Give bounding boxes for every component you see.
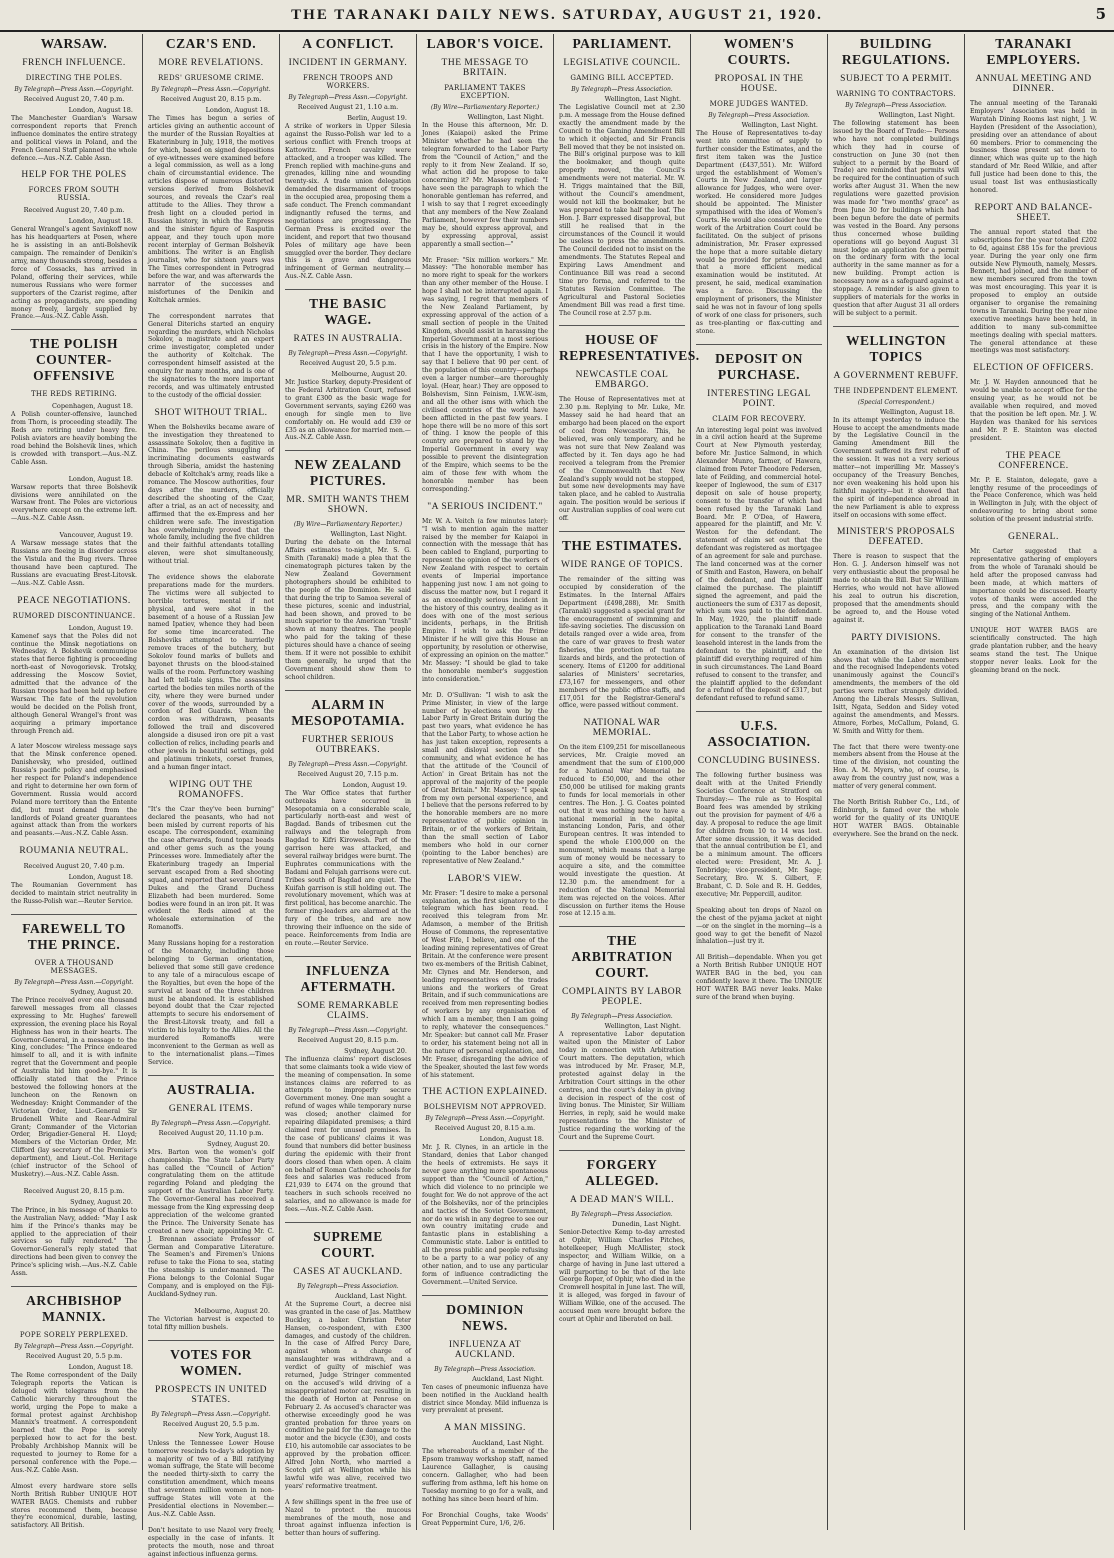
- article-dateline: Wellington, Last Night.: [741, 121, 818, 129]
- article: [11, 1286, 137, 1475]
- article: [833, 633, 959, 736]
- article-subhead: HELP FOR THE POLES: [21, 170, 127, 181]
- article-body: The influenza claims' report discloses that some claimants took a wide view of the meaning of compensation. In some instances claims are referred to as attempts to improperly secure Government money. One man sought a refund of wages while temporary nurse was closed; another claimed for repairing dilapidated premises; a third claimed rent for unused premises. In the case of publicans' claims it was found that numbers did better business during the epidemic with their front doors closed than when open. A claim on behalf of Roman Catholic schools for fees and salaries was reduced from £21,939 to £474 on the ground that teachers in such schools received no salaries, and no allowance is made for fees.—Aus.-N.Z. Cable Assn.: [285, 1055, 411, 1214]
- article: [148, 36, 274, 305]
- newspaper-column-2: [143, 34, 280, 1558]
- article-headline: THE BASIC WAGE.: [309, 296, 387, 328]
- article: [422, 1087, 548, 1286]
- article-body: The Times has begun a series of articles giving an authentic account of the murder of the Russian Royalties at Ekaterinburg in July, 1918, the motives for which, based on signed depositions of eye-witnesses were examined before a legal commission, as well as a long chain of circumstantial evidence. The articles dispose of numerous distorted versions derived from Bolshevik sources, and reveals the Czar's real attitude to the Allies. They throw a fresh light on a clouded period in Russian history, in which the Empress and the sinister figure of Rasputin appear, and they touch upon more recent interplay of German Bolshevik ambitions. The writer is an English journalist, who for sixteen years was The Times correspondent in Petrograd before the war, and was afterwards the narrator of the successes and misfortunes of the Denikin and Koltchak armies.: [148, 115, 274, 304]
- article: [422, 874, 548, 1080]
- article-subhead: THE MESSAGE TO BRITAIN.: [441, 58, 529, 78]
- article-deck: GAMING BILL ACCEPTED.: [570, 74, 674, 82]
- article: [833, 744, 959, 791]
- article-received: Received August 20, 7.15 p.m.: [297, 769, 399, 778]
- article-body: The War Office states that further outbreaks have occurred in Mesopotamia on a considerable scale, particularly north-east and west of Bagdad. Bands of tribesmen cut the railways and the telegraph from Bagdad to Kifri Kirowesh. Part of the garrison here was attacked, and several railway bridges were burnt. The Euphrates communications with the Badami and Felujah garrisons were cut. Tribes south of Bagdad are quiet. The Kuifah garrison is still holding out. The revolutionary movement, which was at first political, has become anarchic. The former ring-leaders are alarmed at the fury of the tribes, and are now throwing their influence on the side of peace. Reinforcements from India are en route.—Reuter Service.: [285, 789, 411, 947]
- article-subhead: GENERAL ITEMS.: [168, 1103, 254, 1114]
- article-subhead: MORE REVELATIONS.: [158, 58, 264, 68]
- article-byline: By Telegraph—Press Association.: [571, 86, 673, 93]
- article: [970, 363, 1097, 442]
- article-subhead: WIPING OUT THE ROMANOFFS.: [169, 779, 253, 800]
- article-body: There is reason to suspect that the Hon. G. J. Anderson himself was not very enthusiastic about the proposal he made to obtain the Bill. But Sir William Herries, who would not have allowed his zeal to outrun his discretion, proposed that the amendments should be agreed to, and the House voted against it.: [833, 553, 959, 624]
- article-body: Mr. D. O'Sullivan: "I wish to ask the Prime Minister, in view of the large number of by-elections won by the Labor Party in Great Britain during the past two years, what evidence he has that the Labor Party, to whose action he has just taken exception, represents a small and disloyal section of the community, and what evidence he has that the attitude of the 'Council of Action' in Great Britain has not the approval of the majority of the people of Great Britain." Mr. Massey: "I speak from my own personal experience, and I believe that the persons referred to by the honorable members are no more representative of public opinion in Britain, or of the workers of Britain, than the small section of Labor members who hold in our corner (pointing to the Labor benches) are representative of New Zealand.": [422, 691, 548, 865]
- article-received: Received August 20, 7.40 p.m.: [23, 95, 125, 103]
- article: [285, 36, 411, 281]
- section-rule: [559, 1150, 685, 1151]
- article-byline: By Telegraph—Press Assn.—Copyright.: [14, 1343, 134, 1350]
- article-body: The Prince, in his message of thanks to the Australian Navy, added: "May I ask him if the Prince's thanks may be applied to the appreciation of their services so fully rendered." The Governor-General's reply stated that directions had been given to convey the Prince's splicing wish.—Aus.-N.Z. Cable Assn.: [11, 1206, 137, 1278]
- article-subhead: THE ACTION EXPLAINED.: [422, 1087, 548, 1098]
- article-body: The Manchester Guardian's Warsaw correspondent reports that French influence dominates the entire strategy and political views in Poland, and the French General Staff planned the whole defence.—Aus.-N.Z. Cable Assn.: [11, 115, 137, 162]
- article-headline: WELLINGTON TOPICS: [845, 332, 947, 364]
- article-body: The following statement has been issued by the Board of Trade:— Persons who have not completed buildings which they had in course of construction on June 30 (not then subject to a permit by the Board of Trade) are reminded that permits will be required for the continuation of such works after August 31. When the new regulations were gazetted provision was made for "two months' grace" as from June 30 for buildings which had been begun before the date of permits was vested in the Board. Any persons thus concerned whose building operations will go beyond August 31 must lodge an application for a permit on the ordinary form with the local authority in the same manner as for a new building. Prompt action is necessary now as a safeguard against a stoppage. A reminder is also given to suppliers of materials for the works in question that after August 31 all orders will be subject to a permit.: [833, 120, 959, 317]
- article-deck: BOLSHEVISM NOT APPROVED.: [423, 1103, 547, 1112]
- article-dateline: Dunedin, Last Night.: [612, 1220, 681, 1228]
- article-body: A Polish counter-offensive, launched from Thorn, is proceeding steadily. The Reds are retiring under heavy fire. Polish aviators are heavily bombing the road behind the Bolshevik lines, which is crowded with transport.—Aus.-N.Z. Cable Assn.: [11, 411, 137, 466]
- article-subhead: PARTY DIVISIONS.: [851, 632, 941, 643]
- article-body: The correspondent narrates that General Diterichs started an enquiry regarding the murders, which Nicholas Sokolov, a magistrate and an expert crime investigator, completed under the authority of Koltchak. The correspondent himself assisted at the enquiry for many months, and is one of the signatories to the more important records, and was ultimately entrusted to the custody of the official dossier.: [148, 312, 274, 399]
- article-headline: WOMEN'S COURTS.: [723, 36, 795, 67]
- newspaper-column-4: [417, 34, 554, 1530]
- article-body: An interesting legal point was involved in a civil action heard at the Supreme Court at New Plymouth yesterday, before Mr. Justice Salmond, in which Alexander Munro, farmer, of Hawera, claimed from Peter Theodore Pedersen, late of Feilding, and commercial hotel-keeper of Inglewood, the sum of £317 deposit on sale of house property, consent to the transfer of which had been refused by the Taranaki Land Board. Mr. P. O'Dea, of Hawera, appeared for the plaintiff, and Mr. V. Weston for the defendant. The statement of claim set out that the defendant was registered as mortgagee of an agreement for sale and purchase. The land concerned was at the corner of Smith and Easton, Hawera, on behalf of the defendant, and the plaintiff claimed the purchase. The plaintiff signed the agreement, and paid the auctioneers the sum of £317 as deposit, which sum was paid to the defendant. In May, 1920, the plaintiff made application to the Taranaki Land Board for consent to the transfer of the leasehold interest in the lands from the defendant to the plaintiff, and the plaintiff did everything required of him in such circumstances. The Land Board refused to consent to the transfer, and the plaintiff applied to the defendant for a refund of the deposit of £317, but defendant refused to refund same.: [696, 426, 822, 703]
- section-rule: [696, 711, 822, 712]
- article: [422, 1512, 548, 1528]
- article: [148, 1075, 274, 1299]
- article-body: Mr. Carter suggested that a representative gathering of employers from the whole of Taranaki should be held after the proposed canvass had been made, at which matters of importance could be discussed. Hearty votes of thanks were accorded the press, and the company with the singing of the National Anthem.: [970, 548, 1097, 619]
- article-received: Received August 21, 1.10 a.m.: [297, 103, 399, 111]
- article: [970, 451, 1097, 524]
- article-byline: By Telegraph—Press Association.: [571, 1211, 673, 1218]
- article-body: General Wrangel's agent Savinkoff now has his headquarters at Posen, where he is assisting in an anti-Bolshevik campaign. The remainder of Denikin's army, many thousands strong, besides a force of Cossacks, has arrived in Poland, offering their services, while numerous Russians who were former supporters of the Czarist regime, after acting as propagandists, are spending money freely, largely supplied by France.—Aus.-N.Z. Cable Assn.: [11, 226, 137, 321]
- section-rule: [285, 289, 411, 290]
- article-received: Received August 20, 11.10 p.m.: [158, 1128, 264, 1137]
- article-deck: MORE JUDGES WANTED.: [709, 100, 809, 108]
- article: [559, 1150, 685, 1324]
- article-dateline: Sydney, August 20.: [70, 1197, 133, 1206]
- section-rule: [285, 956, 411, 957]
- article-body: Warsaw reports that three Bolshevik divisions were annihilated on the Warsaw front. The Poles are victorious everywhere except on the extreme left.—Aus.-N.Z. Cable Assn.: [11, 483, 137, 523]
- article: [148, 1340, 274, 1519]
- article-headline: THE POLISH COUNTER-OFFENSIVE: [30, 336, 118, 384]
- article-dateline: London, August 18.: [68, 106, 133, 114]
- article-deck: THE REDS RETIRING.: [30, 390, 118, 399]
- article-subhead: FURTHER SERIOUS OUTBREAKS.: [301, 734, 395, 755]
- column-grid: [6, 34, 1108, 1558]
- article-deck: FRENCH TROOPS AND WORKERS.: [302, 74, 394, 90]
- article-byline: By Telegraph—Press Assn.—Copyright.: [151, 86, 271, 93]
- article-body: Mr. Fraser: "Six million workers." Mr. Massey: "The honorable member has no more right to speak for the workers than any other member of the House. I hope I shall not be interrupted again. I was saying, I regret that members of the New Zealand Parliament, by expressing approval of the action of a small section of people in the United Kingdom, should assist in harassing the Imperial Government at a most serious crisis in the history of the Empire. Now that I have the opportunity, I wish to say that I believe that 90 per cent. of the population of this country—perhaps even a larger number—are thoroughly loyal. (Hear, hear.) They are opposed to Bolshevism, Sinn Feinism, I.W.W.-ism, and all the other isms with which the civilised countries of the world have been afflicted in the past few years. I hope there will be no more of this sort of thing. I know the people of this country are prepared to stand by the Imperial Government in every way possible to prevent the disintegration of the Empire, which seems to be the aim of those few with whom the honorable member has been corresponding.": [422, 256, 548, 493]
- article-dateline: Wellington, Last Night.: [604, 95, 681, 103]
- masthead: [0, 0, 1114, 32]
- article-subhead: INTERESTING LEGAL POINT.: [707, 388, 811, 409]
- article-body: Mr. P. E. Stainton, delegate, gave a lengthy resume of the proceedings of the Peace Conference, which was held in Wellington in July, with the object of endeavouring to bring about some solution of the present industrial strife.: [970, 476, 1097, 524]
- article-dateline: London, August 19.: [342, 780, 407, 789]
- article-body: The Legislative Council met at 2.30 p.m. A message from the House defined exactly the amendment made by the Council to the Gaming Amendment Bill to which it objected, and Sir Francis Bell moved that they be not insisted on. The Bill's original purpose was to kill the bookmaker, and though quite properly moved, the Council's amendments were not material. Mr. W. H. Triggs maintained that the Bill, without the Council's amendment, would not kill the bookmaker, but he was prepared to take half the loaf. The Hon. J. Barr expressed disapproval, but still he realised that in the circumstances of the Council it would be useless to press the amendments. The Council decided not to insist on the amendments. The Statutes Repeal and Expiring Laws Amendment and Continuance Bill was read a second time pro forma, and referred to the Statutes Revision Committee. The Agricultural and Pastoral Societies Amendment Bill was read a first time. The Council rose at 2.57 p.m.: [559, 104, 685, 317]
- section-rule: [148, 1340, 274, 1341]
- article-subhead: INFLUENZA AT AUCKLAND.: [448, 1339, 522, 1360]
- article-headline: AUSTRALIA.: [167, 1081, 255, 1097]
- article-byline: By Telegraph—Press Assn.—Copyright.: [151, 1410, 271, 1418]
- article-dateline: London, August 18.: [68, 873, 133, 882]
- article-body: Don't hesitate to use Nazol very freely, especially in the case of infants. It protects the mouth, nose and throat against infectious influenza germs.: [148, 1526, 274, 1558]
- article-subhead: LEGISLATIVE COUNCIL.: [563, 58, 681, 68]
- article-dateline: Wellington, Last Night.: [878, 111, 955, 119]
- article: [148, 780, 274, 933]
- article-headline: FORGERY ALLEGED.: [585, 1157, 659, 1188]
- article-dateline: Wellington, Last Night.: [467, 113, 544, 121]
- article-headline: THE ESTIMATES.: [561, 537, 683, 553]
- article-body: A Warsaw message states that the Russians are fleeing in disorder across the Vistula and the Bug rivers. Three thousand have been captured. The Russians are evacuating Brest-Litovsk.—Aus.-N.Z. Cable Assn.: [11, 540, 137, 587]
- article: [11, 170, 137, 321]
- article-dateline: London, August 18.: [479, 1135, 544, 1144]
- section-rule: [559, 531, 685, 532]
- article: [559, 718, 685, 918]
- article-subhead: ANNUAL MEETING AND DINNER.: [975, 74, 1092, 94]
- article-received: Received August 20, 5.5 p.m.: [162, 1419, 260, 1428]
- article: [148, 408, 274, 566]
- article-deck: CLAIM FOR RECOVERY.: [712, 414, 806, 423]
- article-received: Received August 20, 7.40 p.m.: [23, 862, 125, 871]
- article-subhead: SOME REMARKABLE CLAIMS.: [297, 1000, 399, 1021]
- article: [148, 940, 274, 1067]
- article: [970, 203, 1097, 356]
- article-byline: By Telegraph—Press Assn.—Copyright.: [14, 86, 134, 93]
- article-byline: By Telegraph—Press Association.: [571, 1013, 673, 1021]
- article: [11, 596, 137, 736]
- article-headline: CZAR'S END.: [165, 36, 257, 51]
- article: [285, 450, 411, 681]
- article-dateline: Sydney, August 20.: [70, 988, 133, 996]
- masthead-title: THE TARANAKI DAILY NEWS. SATURDAY, AUGUST 21, 1920.: [291, 6, 823, 23]
- article-dateline: London, August 19.: [68, 623, 133, 632]
- article-body: The whereabouts of a member of the Epsom tramway workshop staff, named Laurence Gallagher, is causing concern. Gallagher, who had been suffering from asthma, left his home on Tuesday morning to go for a walk, and nothing has since been heard of him.: [422, 1448, 548, 1503]
- article-subhead: MR. SMITH WANTS THEM SHOWN.: [286, 495, 410, 516]
- article-subhead: PEACE NEGOTIATIONS.: [17, 595, 131, 606]
- article-body: Many Russians hoping for a restoration of the Monarchy, including those belonging to German orientation, believed that some still gave credence to any tale of a miraculous escape of the Royalties, but even the hope of the survival at least of the three children must be abandoned. It is established beyond doubt that the Czar rejected attempts to secure his endorsement of the Brest-Litovsk treaty, and fell a victim to his loyalty to the Allies. All the murdered Romanoffs were inconvenient to the German as well as to the internationalist plans.—Times Service.: [148, 940, 274, 1066]
- article-body: UNIQUE HOT WATER BAGS are scientifically constructed. The high grade plantation rubber, and the heavy seams stand the test. The Unique stopper never leaks. Look for the gleaming brand on the neck.: [970, 627, 1097, 674]
- article: [11, 531, 137, 587]
- article: [148, 313, 274, 400]
- article-received: Received August 20, 8.15 p.m.: [160, 95, 262, 103]
- article-dateline: Auckland, Last Night.: [472, 1439, 544, 1448]
- article: [696, 711, 822, 899]
- section-rule: [559, 325, 685, 326]
- article-subhead: PROSPECTS IN UNITED STATES.: [155, 1384, 267, 1405]
- article-subhead: COMPLAINTS BY LABOR PEOPLE.: [562, 987, 682, 1008]
- article-headline: FAREWELL TO THE PRINCE.: [22, 921, 126, 952]
- article-deck: WARNING TO CONTRACTORS.: [836, 90, 956, 98]
- newspaper-column-1: [6, 34, 143, 1530]
- article: [422, 1295, 548, 1416]
- article-headline: A CONFLICT.: [302, 36, 394, 51]
- article-byline: (By Wire—Parliamentary Reporter.): [430, 104, 540, 111]
- article-body: The annual report stated that the subscriptions for the year totalled £202 to 6d, against £88 15s for the previous year. During the year only one firm outside New Plymouth, namely, Messrs. Bennett, had joined, and the number of new members secured from the town was most encouraging. This year it is proposed to employ an outside organiser to organise the remaining towns in Taranaki. During the year nine executive meetings have been held, in addition to many sub-committee meetings dealing with special matters. The general attendance at these meetings was most satisfactory.: [970, 228, 1097, 355]
- article-deck: PARLIAMENT TAKES EXCEPTION.: [444, 84, 526, 100]
- article-body: Mr. Fraser: "I desire to make a personal explanation, as the first signatory to the telegram which has been read. I received this telegram from Mr. Adamson, a member of the British House of Commons, the representative of West Fife, I believe, and one of the leading mining representatives of Great Britain. At the conference were present two ex-members of the British Cabinet, Mr. Clynes and Mr. Henderson, and leading representatives of the trades unions and the workers of Great Britain, and if such communications are received from men representing bodies of workers by any organisation of which I am a member, then I am going to reply, whatever the consequences." Mr. Speaker: but cannot call Mr. Fraser to order, his statement being not all in the nature of personal explanation, and Mr. Fraser, disregarding the advice of the Speaker, shouted the last few words of his statement.: [422, 889, 548, 1079]
- article-body: The following further business was dealt with at the United Friendly Societies Conference at Stratford on Thursday:— The rule as to Hospital Board fees was amended by striking out the provision for payment of 4/6 a day. A proposal to reduce the age limit for children from 10 to 14 was lost. After some discussion, it was decided that the annual contribution be £1, and be a minimum amount. The officers elected were: President, Mr. A. J. Tonbridge; vice-president, Mr. Sage; Secretary, Bro. W. S. Gilbert, F. Brabant, C. D. Sole and R. H. Geddes, executive; Mr. Peppercill, auditor.: [696, 772, 822, 898]
- article: [696, 907, 822, 947]
- article-subhead: A GOVERNMENT REBUFF.: [833, 370, 959, 381]
- article-subhead: MINISTER'S PROPOSALS DEFEATED.: [836, 527, 956, 548]
- article-body: At the Supreme Court, a decree nisi was granted in the case of Jas. Matthew Buckley, a baker. Christian Peter Hansen, co-respondent, with £300 damages, and custody of the children. In the case of Alfred Percy Dare, against whom a charge of manslaughter was withdrawn, and a verdict of guilty of mischief was returned, Judge Stringer commented on the accused's wild driving of a misappropriated motor car, resulting in the death of Horton at Penrose on February 2. As accused's character was otherwise exceedingly good he was granted probation for three years on condition he paid for the damage to the motor and the bicycle (£30), and costs £10, his automobile car associates to be approved by the probation officer. Alfred John North, who married a Scotch girl at Wellington while his lawful wife was alive, received two years' reformative treatment.: [285, 1300, 411, 1490]
- page-number: 5: [1095, 5, 1106, 23]
- section-rule: [696, 344, 822, 345]
- section-rule: [285, 1222, 411, 1223]
- article-body: The Victorian harvest is expected to total fifty million bushels.: [148, 1315, 274, 1331]
- article-headline: INFLUENZA AFTERMATH.: [300, 962, 396, 994]
- article-subhead: PROPOSAL IN THE HOUSE.: [714, 74, 804, 94]
- article-dateline: Sydney, August 20.: [207, 1139, 270, 1148]
- article: [422, 1423, 548, 1503]
- article-body: Mr. W. A. Veitch (a few minutes later): "I wish to mention again the matter raised by the member for Kaiapoi in connection with the message that has been cabled to England, purporting to represent the opinion of the workers of New Zealand with respect to certain events of Imperial importance happening just now. I am not going to discuss the matter now, but I regard it as an exceedingly serious incident in the history of this country, dealing as it does with one of the most serious incidents, perhaps, in the British Empire. I wish to ask the Prime Minister if he will give this House an opportunity, by resolution or otherwise, of expressing an opinion on the matter." Mr. Massey: "I should be glad to take the honorable member's suggestion into consideration.": [422, 517, 548, 683]
- article-byline: By Telegraph—Press Assn.—Copyright.: [151, 1119, 271, 1127]
- article-subhead: CASES AT AUCKLAND.: [293, 1266, 403, 1277]
- newspaper-column-5: [554, 34, 700, 1530]
- article-body: A strike of workers in Upper Silesia against the Russo-Polish war led to a serious conflict with French troops at Kattowitz. French cavalry were attacked, and a trooper was killed. The French replied with machine-guns and grenades, killing nine and wounding twenty-six. A trade union delegation demanded the disarmament of troops in the occupied area, proposing them a safe conduct. The French commandant indignantly refused the terms, and negotiations are progressing. The German Press is excited over the incident, and report that two thousand Poles of military age have been smuggled over the border. They declare this is a grave and dangerous infringement of German neutrality.—Aus.-N.Z. Cable Assn.: [285, 123, 411, 281]
- article-subhead: ELECTION OF OFFICERS.: [973, 363, 1094, 374]
- article-subhead: LABOR'S VIEW.: [447, 873, 523, 884]
- article: [422, 257, 548, 494]
- article: [285, 1222, 411, 1491]
- article-subhead: ROUMANIA NEUTRAL.: [19, 846, 129, 857]
- article-dateline: Wellington, Last Night.: [330, 530, 407, 539]
- article-headline: THE ARBITRATION COURT.: [571, 933, 673, 981]
- article-body: All British—dependable. When you get a North British Rubber UNIQUE HOT WATER BAG in the bed, you can confidently leave it there. The UNIQUE HOT WATER BAG never leaks. Make sure of the brand when buying.: [696, 954, 822, 1001]
- article-deck: OVER A THOUSAND MESSAGES.: [34, 959, 114, 975]
- article: [11, 329, 137, 466]
- article-body: Ten cases of pneumonic influenza have been notified in the Auckland health district since Monday. Mild influenza is very prevalent at present.: [422, 1383, 548, 1415]
- article-body: During the debate on the Internal Affairs estimates to-night, Mr. S. G. Smith (Taranaki) made a plea that the cinematograph pictures taken by the New Zealand Government photographers should be exhibited to the people of the Dominion. He said that during the trip to Samoa several of these pictures, scenic and industrial, had been shown, and proved to be much superior to the American "trash" shown at many theatres. The people who paid for the taking of these pictures should have a chance of seeing them. If it were not possible to exhibit them generally, he urged that the Government should show them to school children.: [285, 539, 411, 681]
- article-byline: By Telegraph—Press Assn.—Copyright.: [288, 760, 408, 768]
- article-body: The fact that there were twenty-one members absent from the House at the time of the division, not counting the Hon. A. M. Myers, who, of course, is away from the country just now, was a matter of very general comment.: [833, 743, 959, 791]
- article-byline: By Telegraph—Press Assn.—Copyright.: [425, 1115, 545, 1123]
- article-subhead: NATIONAL WAR MEMORIAL.: [583, 718, 661, 739]
- article: [285, 956, 411, 1214]
- article-body: In the House this afternoon, Mr. D. Jones (Kaiapoi) asked the Prime Minister whether he had seen the telegram forwarded to the Labor Party from the "Council of Action," and the reply to it from New Zealand. If so, what action did he propose to take concerning it? Mr. Massey replied: "I have seen the paragraph to which the honorable gentleman has referred, and I wish to say that I regret exceedingly that any members of the New Zealand Parliament, however few their numbers may be, should express approval, and by expressing approval, assist apparently a small section—": [422, 122, 548, 248]
- article-body: The Roumanian Government has decided to maintain strict neutrality in the Russo-Polish war.—Reuter Service.: [11, 882, 137, 906]
- article: [148, 1307, 274, 1332]
- article: [11, 475, 137, 524]
- article: [422, 502, 548, 684]
- article: [970, 532, 1097, 619]
- article-subhead: THE PEACE CONFERENCE.: [998, 450, 1069, 471]
- article-headline: WARSAW.: [40, 36, 108, 51]
- article: [833, 36, 959, 318]
- section-rule: [559, 926, 685, 927]
- newspaper-column-3: [280, 34, 417, 1538]
- article-dateline: New York, August 18.: [198, 1430, 270, 1439]
- article-body: The House of Representatives met at 2.30 p.m. Replying to Mr. Luke, Mr. Massey said he had heard that an embargo had been placed on the export of coal from Newcastle. This, he believed, was only temporary, and he was not sure that New Zealand was affected by it. Ten days ago he had received a telegram from the Premier of the Commonwealth that New Zealand's supply would not be stopped, but some new developments may have taken place, and he cabled to Australia again. The position would be serious if our Australian supplies of coal were cut off.: [559, 396, 685, 523]
- article-subhead: A DEAD MAN'S WILL.: [570, 1195, 674, 1205]
- article-byline: (Special Correspondent.): [857, 398, 935, 406]
- article-subhead: A MAN MISSING.: [444, 1423, 526, 1434]
- article-subhead: "A SERIOUS INCIDENT.": [427, 501, 543, 512]
- article-body: When the Bolsheviks became aware of the investigation they threatened to assassinate Sokolov, then a fugitive in China. The perilous smuggling of incriminating documents eastwards through Siberia, amidst the hastening debacle of Koltchak's army, reads like a romance. The Moscow authorities, four days after the murders, officially described the shooting of the Czar, after a trial, as an act of necessity, and affirmed that the ex-Empress and her children were safe. The investigation has overwhelmingly proved that the whole family, including the five children and their faithful attendants totalling eleven, were shot simultaneously, without trial.: [148, 423, 274, 566]
- article-body: On the item £109,251 for miscellaneous services, Mr. Craigie moved an amendment that the sum of £100,000 for a National War Memorial be reduced to £50,000, and the other £50,000 be utilised for making grants to funds for local memorials in other centres. The Hon. J. G. Coates pointed out that it was nothing new to have a national memorial in the capital, instancing London, Paris, and other European centres. It was intended to spend the whole £100,000 on the monument, which means that a large sum of money would be necessary to acquire a site, and the committee would investigate the question. At 12.30 p.m. the amendment for a reduction of the National Memorial item was rejected on the voices. After discussion on further items the House rose at 12.15 a.m.: [559, 744, 685, 918]
- section-rule: [148, 1075, 274, 1076]
- article-dateline: London, August 18.: [68, 217, 133, 226]
- section-rule: [11, 1286, 137, 1287]
- article: [285, 690, 411, 948]
- article: [285, 289, 411, 442]
- article-dateline: Sydney, August 20.: [344, 1046, 407, 1055]
- article: [422, 36, 548, 249]
- article: [696, 344, 822, 704]
- article-subhead: SHOT WITHOUT TRIAL.: [154, 407, 268, 418]
- article-headline: ARCHBISHOP MANNIX.: [26, 1293, 122, 1324]
- newspaper-column-8: [965, 34, 1102, 1530]
- article-body: "It's the Czar they've been burning" declared the peasants, who had not been misled by current reports of his escape. The correspondent, examining the case afterwards, found topaz beads and other gems such as the young Princesses wore. Immediately after the Ekaterinburg tragedy an Imperial servant escaped from a Red shooting squad, and reported that several Grand Dukes and the Grand Duchess Elizabeth had been murdered. Some bodies were found in an iron pit. It was evident the Reds aimed at the wholesale extermination of the Romanoffs.: [148, 805, 274, 932]
- article-deck: FORCES FROM SOUTH RUSSIA.: [28, 186, 120, 203]
- article-body: The North British Rubber Co., Ltd., of Edinburgh, is famed over the whole world for the quality of its UNIQUE HOT WATER BAGS. Obtainable everywhere. See the brand on the neck.: [833, 799, 959, 838]
- article-deck: THE INDEPENDENT ELEMENT.: [834, 386, 958, 395]
- section-rule: [285, 450, 411, 451]
- article-dateline: Melbourne, August 20.: [194, 1306, 270, 1315]
- newspaper-column-7: [828, 34, 965, 1530]
- article: [148, 1527, 274, 1558]
- section-rule: [11, 914, 137, 915]
- article-headline: SUPREME COURT.: [313, 1228, 383, 1260]
- article: [559, 926, 685, 1142]
- article-byline: By Telegraph—Press Association.: [434, 1365, 536, 1373]
- article-received: Received August 20, 7.40 p.m.: [23, 206, 125, 215]
- article-byline: By Telegraph—Press Assn.—Copyright.: [14, 979, 134, 986]
- article: [559, 531, 685, 710]
- article-headline: BUILDING REGULATIONS.: [841, 36, 951, 67]
- article-received: Received August 20, 5.5 p.m.: [299, 359, 397, 368]
- article: [696, 954, 822, 1001]
- article-headline: HOUSE OF REPRESENTATIVES.: [559, 332, 700, 364]
- article-subhead: GENERAL.: [1008, 532, 1059, 543]
- article-body: A representative Labor deputation waited upon the Minister of Labor today in connection with Arbitration Court matters. The deputation, which was introduced by Mr. Fraser, M.P., protested against delay in the Arbitration Court sittings in the other centres, and the court's delay in giving a decision in respect of the cost of living bonus. The Minister, Sir William Herries, in reply, said he would make representations to the Minister of Justice regarding the working of the Court and the Supreme Court.: [559, 1031, 685, 1142]
- article-dateline: Berlin, August 19.: [347, 114, 407, 122]
- newspaper-column-6: [691, 34, 828, 1530]
- article-body: Kamenef says that the Poles did not continue the Minsk negotiations on Wednesday. A Bolshevik communique states that fierce fighting is proceeding north-east of Novogorievsk. Trotsky, addressing the Moscow Soviet, admitted that the advance of the Russian troops had been held up before Warsaw. The fate of the revolution would be decided on the Polish front, although General Wrangel's front was acquiring a primary importance through French aid.: [11, 632, 137, 735]
- article: [559, 36, 685, 317]
- article-headline: ALARM IN MESOPOTAMIA.: [291, 696, 405, 728]
- article-body: Senior-Detective Kemp to-day arrested at Ophir, William Charles Pitches, hotelkeeper, Hugh McAllister, stock inspector, and William Wilkie, on a charge of having in June last uttered a will purporting to be that of the late George Roper, of Ophir, who died in the Cromwell hospital in June last. The will, it is alleged, was forged in favour of William Wilkie, one of the accused. The accused men were brought before the court at Ophir and liberated on bail.: [559, 1229, 685, 1323]
- article-byline: By Telegraph—Press Association.: [845, 102, 947, 109]
- article-body: A few shillings spent in the free use of Nazol to protect the mucous membranes of the mouth, nose and throat against influenza infection is better than hours of suffering.: [285, 1498, 411, 1538]
- article: [696, 36, 822, 336]
- section-rule: [11, 329, 137, 330]
- article-dateline: Wellington, Last Night.: [604, 1022, 681, 1031]
- article-received: Received August 20, 5.5 p.m.: [25, 1352, 123, 1360]
- article-subhead: SUBJECT TO A PERMIT.: [840, 74, 952, 84]
- article-deck: RUMORED DISCONTINUANCE.: [12, 611, 136, 620]
- article-deck: POPE SORELY PERPLEXED.: [19, 1331, 129, 1339]
- article-dateline: Copenhagen, August 18.: [51, 402, 133, 411]
- article-dateline: London, August 18.: [205, 106, 270, 114]
- article-headline: VOTES FOR WOMEN.: [170, 1346, 252, 1378]
- article: [285, 1499, 411, 1539]
- article-subhead: CONCLUDING BUSINESS.: [697, 756, 821, 767]
- article-body: The annual meeting of the Taranaki Employers' Association was held in Waratah Dining Rooms last night, J. W. Hayden (President of the Association), presiding over an attendance of about 60 members. Prior to commencing the business those present sat down to dinner, which was quite up to the high standard of Mr. Reed Wilkie, and after full justice had been done to this, the usual toast list was enthusiastically honored.: [970, 100, 1097, 194]
- article-subhead: NEWCASTLE COAL EMBARGO.: [575, 370, 669, 391]
- section-rule: [285, 690, 411, 691]
- article-headline: TARANAKI EMPLOYERS.: [986, 36, 1081, 67]
- article-headline: PARLIAMENT.: [572, 36, 672, 51]
- article-body: Mrs. Barton won the women's golf championship. The State Labor Party has called the "Council of Action" congratulating them on the attitude regarding Poland and pledging the support of the Australian Labor Party. The Governor-General has received a message from the King expressing deep appreciation of the welcome granted the Prince. The University Senate has created a new chair, appointing Mr. C. J. Brennan associate Professor of German and Comparative Literature. The Seamen's and Firemen's Unions refuse to take the Fiona to sea, stating the steamship is under-manned. The Fiona belongs to the Colonial Sugar Company, and is employed on the Fiji-Auckland-Sydney run.: [148, 1148, 274, 1298]
- article-dateline: Wellington, August 18.: [879, 407, 955, 416]
- article-subhead: RATES IN AUSTRALIA.: [293, 334, 403, 345]
- section-rule: [833, 326, 959, 327]
- article-body: The evidence shows the elaborate preparations made for the murders. The victims were all subjected to horrible tortures, mental if not physical, and were shot in the basement of a house of a Russian Jew named Ipatiev, whence they had been for some time incarcerated. The Bolsheviks attempted to hurriedly remove traces of the butchery, but Sokolov found marks of bullets and bayonet thrusts on the blood-stained walls of the room. Perfunctory washing had left tell-tale signs. The assassins carted the bodies ten miles north of the city, where they were burned under cover of the woods, surrounded by a cordon of Red Guards. When the cordon was withdrawn, peasants followed the trail and discovered alongside a disused iron ore pit a vast collection of relics, including pearls and other jewels in beautiful settings, gold and platinum trinkets, corset frames, and a human finger intact.: [148, 574, 274, 771]
- article-body: The House of Representatives to-day went into committee of supply to further consider the Estimates, and the first item taken was the Justice Department (£437,551). Mr. Wilford urged the establishment of Women's Courts in New Zealand, and larger allowance for Judges, who were over-worked. He considered more Judges should be appointed. The Minister sympathised with the idea of Women's Courts. He would also consider how the work of the Arbitration Court could be facilitated. On the subject of prisons administration, Mr. Fraser expressed the hope that a more suitable dietary would be provided for prisoners, and that a more efficient medical examination would be instituted. At present, he said, medical examination was a farce. Discussing the employment of prisoners, the Minister said he was not in favour of long spells of work of one class for prisoners, such as tree-planting or flax-cutting and stone.: [696, 130, 822, 335]
- article-body: Mr. J. R. Clynes, in an article in the Standard, denies that Labor changed the heels of extremists. He says it never gave anything more spontaneous support than the "Council of Action," which did violence to no principle we fought for. We do not approve of the act of the Bolsheviks, nor of the principles and tactics of the Soviet Government, nor do we wish in any degree to see our own country imitating crude and fantastic plans in establishing a Communistic state. Labor is entitled to all the press public and people refusing to be a party to a war policy of any other nation, and to use any particular form of influence contradicting the Government.—United Service.: [422, 1144, 548, 1286]
- article-byline: By Telegraph—Press Assn.—Copyright.: [288, 350, 408, 358]
- article-subhead: REPORT AND BALANCE-SHEET.: [974, 202, 1093, 223]
- article-byline: By Telegraph—Press Assn.—Copyright.: [288, 1026, 408, 1034]
- article: [833, 326, 959, 520]
- article-headline: LABOR'S VOICE.: [426, 36, 544, 51]
- article-received: Received August 20, 8.15 a.m.: [434, 1124, 536, 1133]
- article: [11, 36, 137, 162]
- article-subhead: WIDE RANGE OF TOPICS.: [560, 559, 684, 570]
- article-body: The Prince received over one thousand farewell messages from all classes expressing to Mr. Hughes' farewell expression, the evening place his Royal Highness has won in their hearts. The Governor-General, in a message to the King, concludes: "The Prince endeared himself to all, and it is with infinite regret that the Government and people of Australia bid him good-bye." It is officially stated that the Prince bestowed the following honors at the luncheon on the Renown on Wednesday: Knight Commander of the Victorian Order, Lieut.-General Sir Brudenell White and Rear-Admiral Grant; Commander of the Victorian Order, Brigadier-General H. Lloyd; Members of the Victorian Order, Mr. Clifford (lay secretary of the Premier's department), and Lieut.-Col. Heritage (chief instructor of the School of Musketry).—Aus.-N.Z. Cable Assn.: [11, 997, 137, 1178]
- article-byline: By Telegraph—Press Association.: [297, 1282, 399, 1290]
- article-byline: By Telegraph—Press Association.: [708, 112, 810, 119]
- article-headline: DOMINION NEWS.: [446, 1301, 524, 1333]
- article-body: An examination of the division list shows that while the Labor members and the recognised Independents voted unanimously against the Council's amendments, the members of the old parties were rather strangely divided. Among the Liberals Messrs. Sullivan, Isitt, Ngata, Seddon and Sidey voted against the amendments, and Messrs. Atmore, Forbes, McCallum, Poland, G. W. Smith and Witty for them.: [833, 648, 959, 735]
- article-dateline: London, August 18.: [68, 474, 133, 483]
- article-received: Received August 20, 8.15 p.m.: [23, 1186, 125, 1195]
- article-body: Almost every hardware store sells North British Rubber UNIQUE HOT WATER BAGS. Chemists and rubber stores recommend them, because they're economical, durable, lasting, satisfactory. All British.: [11, 1482, 137, 1530]
- article-body: In its attempt yesterday to induce the House to accept the amendments made by the Legislative Council in the Gaming Amendment Bill the Government suffered its first rebuff of the session. It was not a very serious matter—not imperilling Mr. Massey's occupancy of the Treasury Benches, nor even weakening his hold upon his faithful majority—but it showed that the spirit of independence abroad in the new Parliament is able to express itself on occasions with some effect.: [833, 416, 959, 519]
- article-body: Mr. J. W. Hayden announced that he would be unable to accept office for the ensuing year, as he would not be available when required, and moved that the position be left open. Mr. J. W. Hayden was thanked for his services and Mr. P. E. Stainton was elected president.: [970, 379, 1097, 442]
- article-dateline: London, August 18.: [68, 1363, 133, 1371]
- article-headline: U.F.S. ASSOCIATION.: [707, 718, 811, 750]
- article-byline: (By Wire—Parliamentary Reporter.): [293, 521, 403, 529]
- article-dateline: Melbourne, August 20.: [331, 370, 407, 379]
- article-dateline: Auckland, Last Night.: [472, 1374, 544, 1383]
- section-rule: [422, 1295, 548, 1296]
- article: [833, 799, 959, 839]
- article-dateline: Vancouver, August 19.: [59, 531, 133, 540]
- article-received: Received August 20, 8.15 p.m.: [297, 1035, 399, 1044]
- article: [970, 36, 1097, 195]
- article: [559, 325, 700, 523]
- article-subhead: INCIDENT IN GERMANY.: [288, 58, 408, 68]
- article-deck: DIRECTING THE POLES.: [25, 74, 123, 82]
- article-body: Mr. Justice Starkey, deputy-President of the Federal Arbitration Court, refused to grant £300 as the basic wage for Government servants, saying £260 was enough for single men to live comfortably on. He would add £39 or £35 as an allowance for married men.—Aus.-N.Z. Cable Assn.: [285, 379, 411, 442]
- article-byline: By Telegraph—Press Assn.—Copyright.: [288, 94, 408, 101]
- article-body: The remainder of the sitting was occupied by consideration of the Estimates. In the Internal Affairs Department (£498,288), Mr. Smith (Taranaki) suggested a special grant for the encouragement of swimming and life-saving societies. The discussion on details ranged over a wide area, from the care of war graves to fresh water fisheries, the protection of tuatara lizards and birds, and the protection of scenery. Items of £1200 for additional salaries of Ministers' secretaries, £73,167 for messengers, and other members of the public office staffs, and £17,051 for the Registrar-General's office, were passed without comment.: [559, 575, 685, 710]
- article: [833, 527, 959, 624]
- article: [11, 1187, 137, 1278]
- article-dateline: Auckland, Last Night.: [335, 1291, 407, 1300]
- article-body: Speaking about ten drops of Nazol on the chest of the pyjama jacket at night—or on the singlet in the morning—is a good way to get the benefit of Nazol inhalation—just try it.: [696, 906, 822, 946]
- article-headline: NEW ZEALAND PICTURES.: [294, 457, 402, 489]
- article-body: For Bronchial Coughs, take Woods' Great Peppermint Cure, 1/6, 2/6.: [422, 1511, 548, 1527]
- article-body: The Rome correspondent of the Daily Telegraph reports the Vatican is deluged with telegrams from the Catholic hierarchy throughout the world, urging the Pope to make a formal protest against Archbishop Mannix's treatment. A correspondent learned that the Pope is sorely perplexed how to act for the best. Probably Archbishop Mannix will be requested to journey to Rome for a personal conference with the Pope.—Aus.-N.Z. Cable Assn.: [11, 1372, 137, 1474]
- article: [970, 627, 1097, 674]
- article-body: A later Moscow wireless message says that the Minsk conference opened. Danishevsky, who presided, outlined Russia's pacific policy and emphasised her respect for Poland's independence and right to determine her own form of Government. Russia would accord Poland more territory than the Entente did, but must demand from the landlords of Poland greater guarantees against attack than from the workers and peasants.—Aus.-N.Z. Cable Assn.: [11, 743, 137, 838]
- article-body: Unless the Tennessee Lower House tomorrow rescinds to-day's adoption by a majority of two of a Bill ratifying woman suffrage, the State will become the needed thirty-sixth to carry the constitution amendment, which means that seventeen million women in non-suffrage States will vote at the Presidential elections in November.—Aus.-N.Z. Cable Assn.: [148, 1439, 274, 1518]
- article: [11, 846, 137, 906]
- article: [11, 743, 137, 838]
- article: [422, 692, 548, 866]
- article: [148, 574, 274, 772]
- article: [11, 914, 137, 1179]
- article-headline: DEPOSIT ON PURCHASE.: [715, 350, 803, 382]
- article-deck: REDS' GRUESOME CRIME.: [157, 74, 265, 82]
- article: [11, 1483, 137, 1530]
- article-subhead: FRENCH INFLUENCE.: [22, 58, 126, 68]
